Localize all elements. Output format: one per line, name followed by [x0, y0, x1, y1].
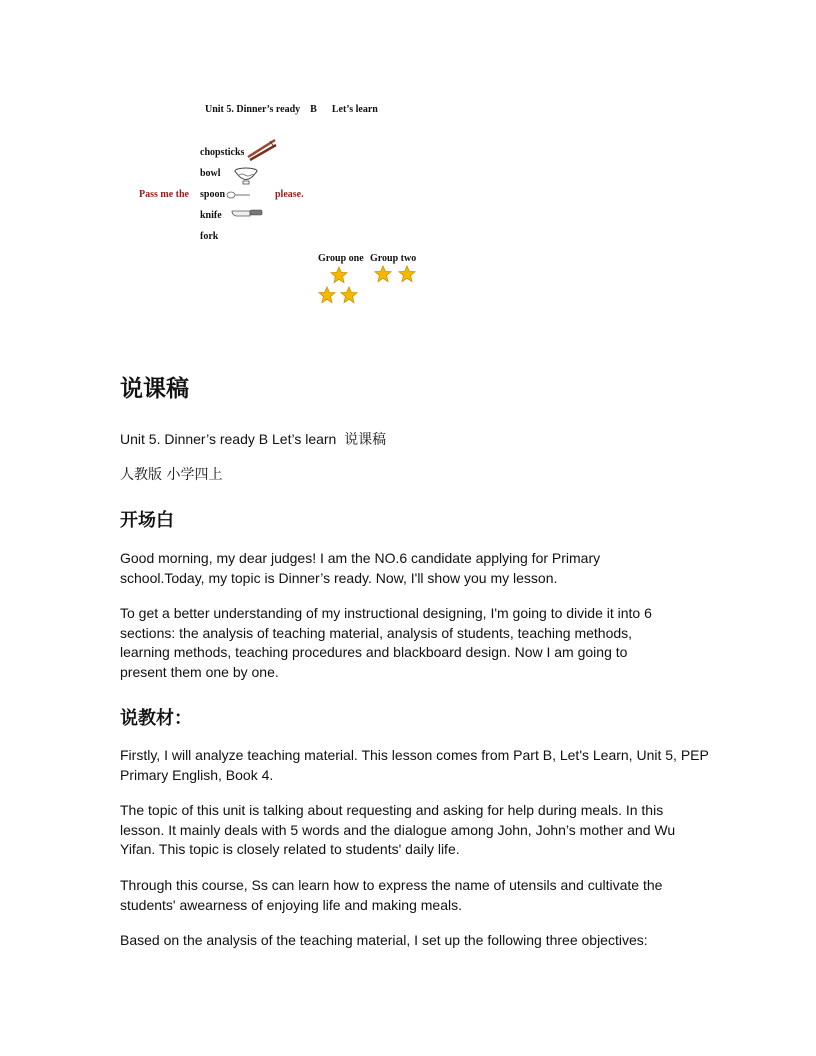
group-one-label: Group one	[318, 253, 364, 264]
please-text: please.	[275, 189, 304, 200]
paragraph-6: Based on the analysis of the teaching material, I set up the following three objectives:	[120, 932, 648, 948]
paragraph-3: Firstly, I will analyze teaching material. This lesson comes from Part B, Let's Learn, Unit 5, PEP Primary English, Book 4.	[120, 747, 709, 783]
section-material: 说教材：	[120, 708, 192, 729]
knife-icon	[230, 207, 264, 219]
word-bowl: bowl	[200, 168, 221, 179]
paragraph-2: To get a better understanding of my instructional designing, I'm going to divide it into 6 sections: the analysis of teaching material, analysis of students, teaching methods, learning methods, teaching procedures and blackboard design. Now I am going to present them one by one.	[120, 605, 652, 680]
word-spoon: spoon	[200, 189, 226, 200]
bowl-icon	[233, 166, 259, 186]
pass-me-the: Pass me the	[139, 189, 189, 200]
group-two-label: Group two	[370, 253, 417, 264]
document-title: 说课稿	[120, 376, 189, 402]
document-subtitle: Unit 5. Dinner’s ready B Let’s learn 说课稿	[120, 431, 387, 447]
star-icon	[398, 265, 416, 283]
star-icon	[318, 286, 336, 304]
spoon-icon	[226, 189, 252, 201]
star-icon	[340, 286, 358, 304]
paragraph-4: The topic of this unit is talking about requesting and asking for help during meals. In this lesson. It mainly deals with 5 words and the dialogue among John, John’s mother and Wu Yifan. This topic is closely related to students' daily life.	[120, 802, 676, 857]
word-knife: knife	[200, 210, 222, 221]
blackboard-heading: Unit 5. Dinner’s ready B Let’s learn	[205, 104, 378, 115]
paragraph-5: Through this course, Ss can learn how to express the name of utensils and cultivate the students' awearness of enjoying life and making meals.	[120, 877, 663, 913]
paragraph-1: Good morning, my dear judges! I am the NO.6 candidate applying for Primary school.Today, my topic is Dinner’s ready. Now, I'll show you my lesson.	[120, 550, 601, 586]
word-chopsticks: chopsticks	[200, 147, 245, 158]
edition-line: 人教版 小学四上	[120, 467, 223, 483]
section-opening: 开场白	[120, 510, 174, 531]
star-icon	[374, 265, 392, 283]
word-fork: fork	[200, 231, 219, 242]
star-icon	[330, 266, 348, 284]
chopsticks-icon	[246, 137, 278, 161]
